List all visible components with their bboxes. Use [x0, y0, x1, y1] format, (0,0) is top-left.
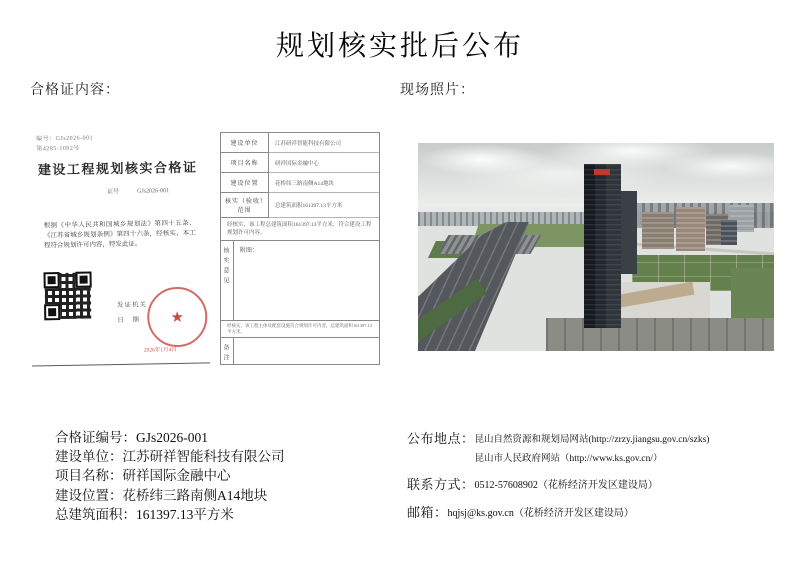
publish-location-row [407, 428, 709, 469]
verification-opinion-section [221, 241, 379, 321]
issue-date-label: 日 期 [117, 316, 140, 325]
certificate-page-1 [28, 122, 210, 366]
seal-date-text: 2026年1月4日 [143, 347, 177, 354]
depot-buildings [614, 282, 710, 317]
office-block [721, 220, 737, 245]
remarks-section [221, 338, 379, 364]
publish-url-2: 昆山市人民政府网站（http://www.ks.gov.cn/） [474, 454, 663, 464]
section-vertical-label: 备注 [221, 338, 234, 364]
form-row-label: 建设位置 [221, 173, 269, 193]
form-row-label: 核实（验收）范围 [221, 193, 269, 218]
main-tower [584, 164, 621, 328]
summary-value: 花桥纬三路南侧A14地块 [122, 487, 268, 503]
certificate-ref-line-1: 编号：GJs2026-001 [36, 135, 94, 143]
page-title: 规划核实批后公布 [275, 31, 524, 62]
publish-location-label: 公布地点： [407, 431, 475, 446]
summary-label: 合格证编号： [55, 430, 136, 445]
summary-row [55, 486, 285, 505]
summary-row [55, 466, 285, 485]
section-vertical-label: 核实意见 [221, 241, 234, 320]
form-row-label: 建设单位 [221, 133, 269, 153]
contact-row [407, 474, 658, 495]
form-row-label: 项目名称 [221, 153, 269, 173]
apartment-block [676, 207, 704, 251]
qr-finder-icon [43, 272, 59, 288]
form-row-value: 研祥国际金融中心 [269, 153, 379, 173]
form-fine-print: 经核实，该工程主体及配套设施符合规划许可内容，总建筑面积161397.13平方米。 [221, 321, 379, 338]
rear-tower [621, 191, 637, 274]
publish-location-values [475, 428, 710, 469]
form-row-value: 总建筑面积161397.13平方米 [269, 193, 379, 218]
summary-row [55, 505, 285, 524]
qr-finder-icon [75, 271, 91, 287]
summary-value: 研祥国际金融中心 [122, 468, 231, 484]
certificate-body-text: 根据《中华人民共和国城乡规划法》第四十五条、《江苏省城乡规划条例》第四十六条，经核实，本工程符合规划许可内容，特发此证。 [43, 219, 196, 250]
summary-label: 建设位置： [55, 487, 123, 503]
qr-finder-icon [44, 304, 60, 320]
remarks-body [234, 338, 379, 364]
certificate-title: 建设工程规划核实合格证 [37, 159, 198, 178]
summary-value: 江苏研祥智能科技有限公司 [122, 449, 285, 465]
certificate-section-label: 合格证内容： [30, 83, 120, 98]
apartment-block [642, 212, 674, 249]
summary-label: 建设单位： [55, 449, 123, 465]
site-photo [418, 143, 774, 351]
email-value: hqjsj@ks.gov.cn（花桥经济开发区建设局） [447, 508, 634, 519]
contact-label: 联系方式： [407, 477, 475, 492]
email-label: 邮箱： [407, 505, 448, 520]
attachment-label: 附图： [240, 248, 259, 254]
certificate-number-value: GJs2026-001 [137, 188, 170, 195]
foreground-ground [546, 318, 774, 351]
certificate-form-table [221, 133, 379, 218]
official-seal [147, 286, 208, 347]
contact-value: 0512-57608902（花桥经济开发区建设局） [474, 480, 658, 491]
summary-row [55, 428, 285, 447]
tower-logo-sign [594, 169, 610, 176]
email-row [407, 502, 634, 523]
summary-label: 项目名称： [55, 468, 123, 484]
summary-left [55, 428, 285, 524]
summary-label: 总建筑面积： [55, 506, 136, 522]
summary-row [55, 447, 285, 466]
certificate-ref-line-2: 第4285-1092号 [36, 145, 80, 153]
summary-value: GJs2026-001 [136, 430, 209, 445]
certificate-number-label: 证号 [107, 188, 120, 196]
form-row-value: 花桥纬三路南侧A14地块 [269, 173, 379, 193]
seal-star-icon: ★ [170, 307, 185, 327]
summary-value: 161397.13平方米 [136, 506, 234, 522]
qr-code [44, 273, 91, 320]
publish-url-1: 昆山自然资源和规划局网站(http://zrzy.jiangsu.gov.cn/szks) [474, 435, 710, 445]
certificate-number-line [107, 185, 169, 195]
certificate-form [220, 132, 380, 365]
tower-windows [584, 164, 621, 328]
form-note: 经核实，该工程总建筑面积161397.13平方米，符合建设工程规划许可内容。 [221, 218, 379, 241]
photo-section-label: 现场照片： [400, 83, 475, 98]
certificate-page-2 [215, 120, 385, 370]
form-row-value: 江苏研祥智能科技有限公司 [269, 133, 379, 153]
issuer-label: 发证机关 [117, 301, 148, 310]
